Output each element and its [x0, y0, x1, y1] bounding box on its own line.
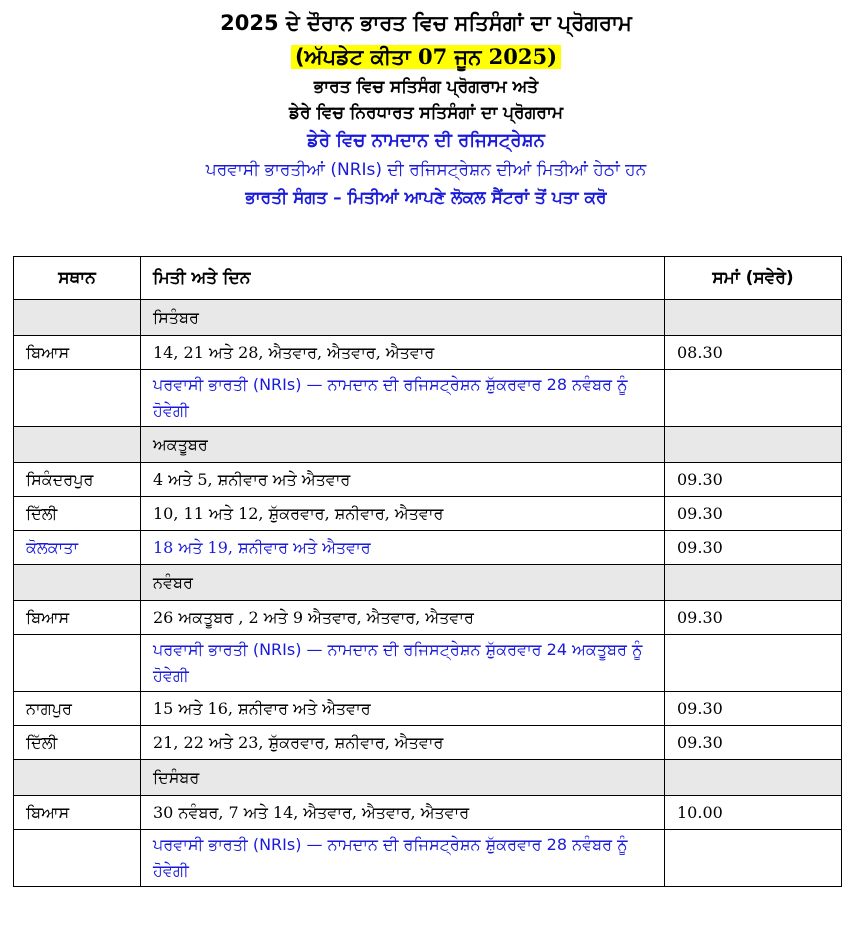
nri-registration-note: ਪਰਵਾਸੀ ਭਾਰਤੀ (NRIs) — ਨਾਮਦਾਨ ਦੀ ਰਜਿਸਟ੍ਰੇਸ਼ਨ ਸ਼ੁੱਕਰਵਾਰ 28 ਨਵੰਬਰ ਨੂੰ ਹੋਵੇਗੀ: [141, 370, 665, 427]
table-body: [14, 300, 842, 887]
header-date: ਮਿਤੀ ਅਤੇ ਦਿਨ: [141, 257, 665, 300]
indian-sangat-note: ਭਾਰਤੀ ਸੰਗਤ – ਮਿਤੀਆਂ ਆਪਣੇ ਲੋਕਲ ਸੈਂਟਰਾਂ ਤੋਂ ਪਤਾ ਕਰੋ: [245, 188, 607, 208]
month-spacer: [665, 300, 842, 336]
place-cell: ਸਿਕੰਦਰਪੁਰ: [14, 463, 141, 497]
month-label: ਨਵੰਬਰ: [141, 565, 665, 601]
table-row: [14, 601, 842, 635]
date-cell: 4 ਅਤੇ 5, ਸ਼ਨੀਵਾਰ ਅਤੇ ਐਤਵਾਰ: [141, 463, 665, 497]
nri-row: [14, 830, 842, 887]
month-row: [14, 565, 842, 601]
nri-spacer: [665, 370, 842, 427]
time-cell: 10.00: [665, 796, 842, 830]
time-cell: 09.30: [665, 531, 842, 565]
month-row: [14, 427, 842, 463]
nri-note: ਪਰਵਾਸੀ ਭਾਰਤੀਆਂ (NRIs) ਦੀ ਰਜਿਸਟ੍ਰੇਸ਼ਨ ਦੀਆਂ ਮਿਤੀਆਂ ਹੇਠਾਂ ਹਨ: [205, 160, 647, 180]
place-cell: ਦਿੱਲੀ: [14, 497, 141, 531]
date-cell: 15 ਅਤੇ 16, ਸ਼ਨੀਵਾਰ ਅਤੇ ਐਤਵਾਰ: [141, 692, 665, 726]
place-cell: ਬਿਆਸ: [14, 796, 141, 830]
place-cell: ਬਿਆਸ: [14, 336, 141, 370]
place-cell: ਨਾਗਪੁਰ: [14, 692, 141, 726]
place-cell: ਕੋਲਕਾਤਾ: [14, 531, 141, 565]
date-cell: 26 ਅਕਤੂਬਰ , 2 ਅਤੇ 9 ਐਤਵਾਰ, ਐਤਵਾਰ, ਐਤਵਾਰ: [141, 601, 665, 635]
nri-registration-note: ਪਰਵਾਸੀ ਭਾਰਤੀ (NRIs) — ਨਾਮਦਾਨ ਦੀ ਰਜਿਸਟ੍ਰੇਸ਼ਨ ਸ਼ੁੱਕਰਵਾਰ 28 ਨਵੰਬਰ ਨੂੰ ਹੋਵੇਗੀ: [141, 830, 665, 887]
time-cell: 09.30: [665, 463, 842, 497]
table-header-row: [14, 257, 842, 300]
updated-prefix: (ਅੱਪਡੇਟ ਕੀਤਾ: [294, 45, 411, 69]
month-spacer: [665, 427, 842, 463]
nri-spacer: [665, 635, 842, 692]
date-cell: 18 ਅਤੇ 19, ਸ਼ਨੀਵਾਰ ਅਤੇ ਐਤਵਾਰ: [141, 531, 665, 565]
table-row: [14, 692, 842, 726]
document-header: [0, 8, 852, 212]
date-cell: 30 ਨਵੰਬਰ, 7 ਅਤੇ 14, ਐਤਵਾਰ, ਐਤਵਾਰ, ਐਤਵਾਰ: [141, 796, 665, 830]
place-cell: ਦਿੱਲੀ: [14, 726, 141, 760]
month-row: [14, 760, 842, 796]
month-label: ਦਿਸੰਬਰ: [141, 760, 665, 796]
time-cell: 09.30: [665, 601, 842, 635]
updated-date: 07 ਜੂਨ 2025): [417, 44, 558, 69]
month-label: ਅਕਤੂਬਰ: [141, 427, 665, 463]
page-title: 2025 ਦੇ ਦੌਰਾਨ ਭਾਰਤ ਵਿਚ ਸਤਿਸੰਗਾਂ ਦਾ ਪ੍ਰੋਗਰਾਮ: [220, 11, 632, 35]
month-spacer: [665, 565, 842, 601]
time-cell: 08.30: [665, 336, 842, 370]
subtitle-line-1: ਭਾਰਤ ਵਿਚ ਸਤਿਸੰਗ ਪ੍ਰੋਗਰਾਮ ਅਤੇ: [313, 77, 539, 97]
nri-spacer: [14, 830, 141, 887]
month-spacer: [14, 300, 141, 336]
nri-spacer: [14, 370, 141, 427]
registration-heading: ਡੇਰੇ ਵਿਚ ਨਾਮਦਾਨ ਦੀ ਰਜਿਸਟ੍ਰੇਸ਼ਨ: [307, 130, 545, 151]
table-row: [14, 796, 842, 830]
table-row: [14, 726, 842, 760]
nri-registration-note: ਪਰਵਾਸੀ ਭਾਰਤੀ (NRIs) — ਨਾਮਦਾਨ ਦੀ ਰਜਿਸਟ੍ਰੇਸ਼ਨ ਸ਼ੁੱਕਰਵਾਰ 24 ਅਕਤੂਬਰ ਨੂੰ ਹੋਵੇਗੀ: [141, 635, 665, 692]
place-cell: ਬਿਆਸ: [14, 601, 141, 635]
header-time: ਸਮਾਂ (ਸਵੇਰੇ): [665, 257, 842, 300]
time-cell: 09.30: [665, 692, 842, 726]
nri-spacer: [14, 635, 141, 692]
month-spacer: [14, 760, 141, 796]
table-row: [14, 531, 842, 565]
month-spacer: [14, 427, 141, 463]
nri-row: [14, 635, 842, 692]
table-row: [14, 463, 842, 497]
month-row: [14, 300, 842, 336]
header-place: ਸਥਾਨ: [14, 257, 141, 300]
updated-highlight: [291, 45, 561, 69]
schedule-table: [13, 256, 842, 887]
date-cell: 21, 22 ਅਤੇ 23, ਸ਼ੁੱਕਰਵਾਰ, ਸ਼ਨੀਵਾਰ, ਐਤਵਾਰ: [141, 726, 665, 760]
month-spacer: [14, 565, 141, 601]
updated-note: [0, 42, 852, 74]
nri-spacer: [665, 830, 842, 887]
table-row: [14, 336, 842, 370]
table-row: [14, 497, 842, 531]
document-page: [0, 8, 852, 928]
subtitle-line-2: ਡੇਰੇ ਵਿਚ ਨਿਰਧਾਰਤ ਸਤਿਸੰਗਾਂ ਦਾ ਪ੍ਰੋਗਰਾਮ: [288, 103, 564, 123]
nri-row: [14, 370, 842, 427]
time-cell: 09.30: [665, 726, 842, 760]
time-cell: 09.30: [665, 497, 842, 531]
date-cell: 10, 11 ਅਤੇ 12, ਸ਼ੁੱਕਰਵਾਰ, ਸ਼ਨੀਵਾਰ, ਐਤਵਾਰ: [141, 497, 665, 531]
date-cell: 14, 21 ਅਤੇ 28, ਐਤਵਾਰ, ਐਤਵਾਰ, ਐਤਵਾਰ: [141, 336, 665, 370]
month-spacer: [665, 760, 842, 796]
month-label: ਸਿਤੰਬਰ: [141, 300, 665, 336]
